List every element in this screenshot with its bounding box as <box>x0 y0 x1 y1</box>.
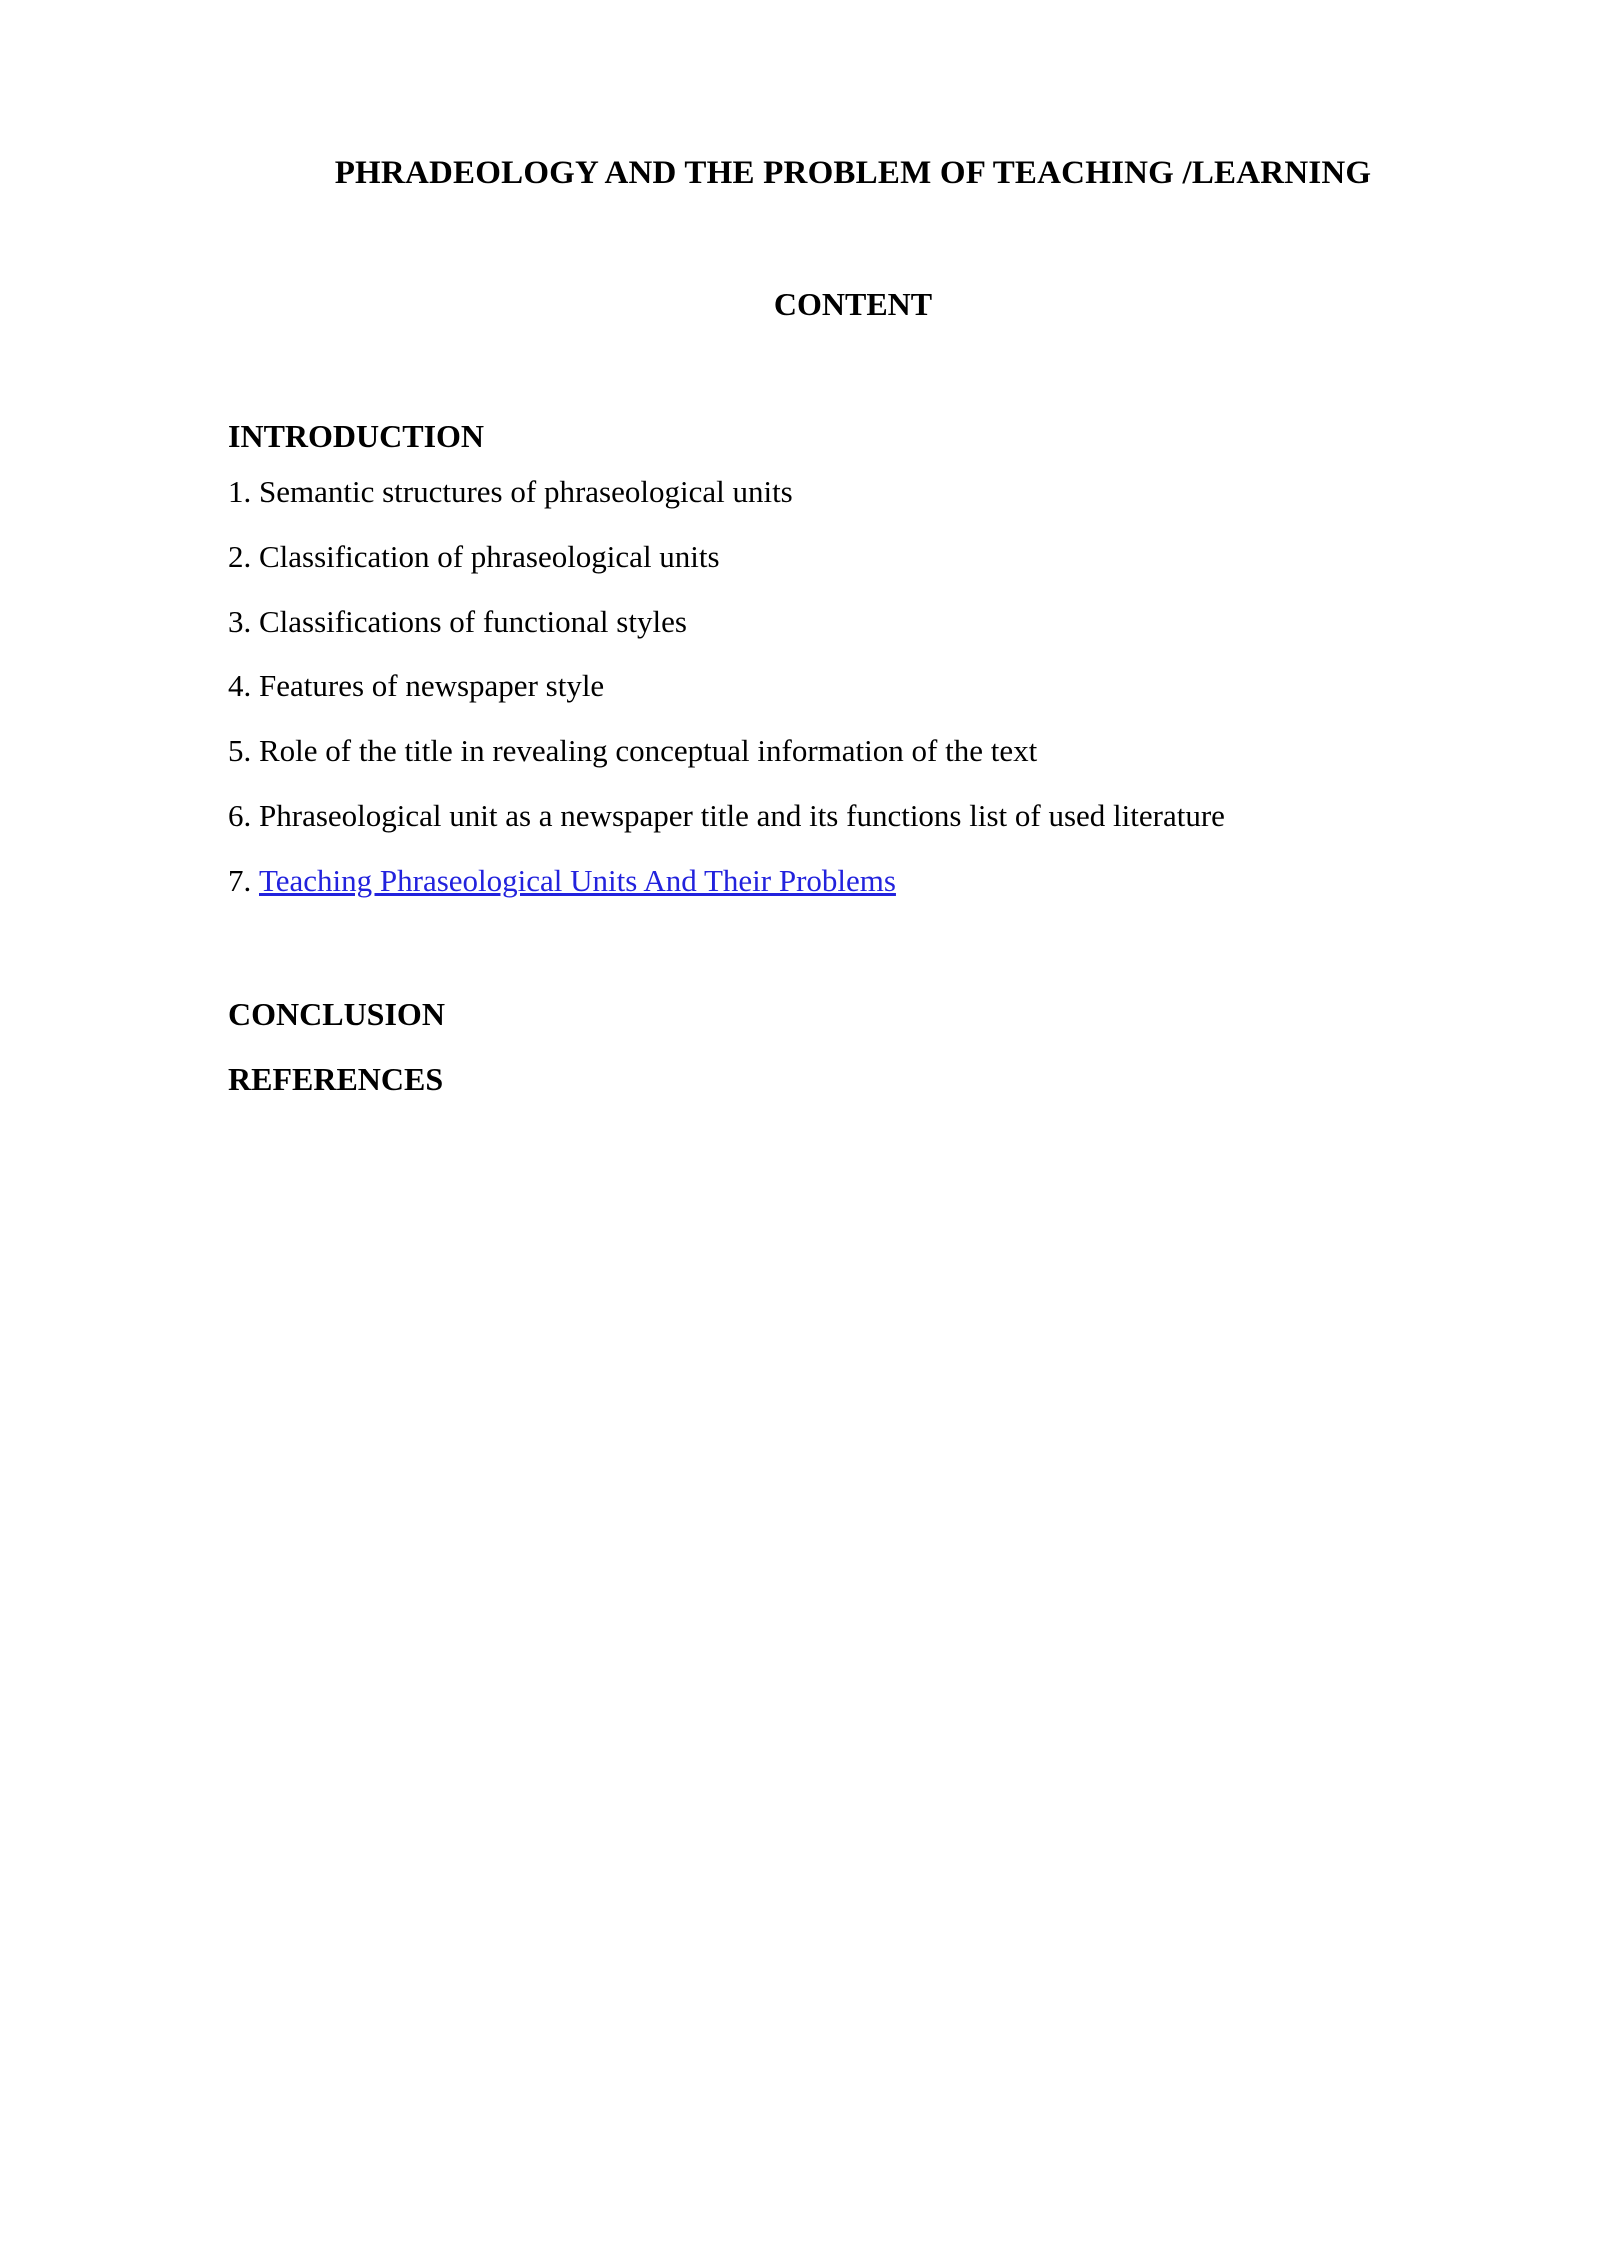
toc-item <box>228 719 1538 784</box>
toc-item-text: Semantic structures of phraseological units <box>259 474 793 509</box>
document-title: PHRADEOLOGY AND THE PROBLEM OF TEACHING /LEARNING <box>334 155 1372 191</box>
toc-item-number: 7. <box>228 862 259 898</box>
toc-item-text: Features of newspaper style <box>259 668 605 704</box>
toc-item-number: 6. <box>228 797 259 833</box>
toc-item-text: Phraseological unit as a newspaper title and its functions list of used literature <box>259 797 1225 833</box>
toc-item-number: 3. <box>228 603 259 639</box>
toc-item-text: Classification of phraseological units <box>259 538 720 574</box>
toc-item-number: 5. <box>228 733 259 769</box>
toc-item-number: 1. <box>228 474 259 509</box>
toc-item <box>228 784 1538 849</box>
references-heading: REFERENCES <box>228 1060 444 1097</box>
toc-item <box>228 460 1538 525</box>
closing-headings <box>228 982 445 1112</box>
toc-item-number: 2. <box>228 538 259 574</box>
toc-item-number: 4. <box>228 668 259 704</box>
toc-item-text: Role of the title in revealing conceptual information of the text <box>259 733 1038 769</box>
table-of-contents <box>228 460 1538 914</box>
toc-item <box>228 590 1538 655</box>
toc-item-text: Classifications of functional styles <box>259 603 687 639</box>
toc-item <box>228 654 1538 719</box>
toc-item <box>228 525 1538 590</box>
conclusion-heading: CONCLUSION <box>228 996 445 1032</box>
toc-item-link[interactable]: Teaching Phraseological Units And Their Problems <box>259 862 896 898</box>
content-heading: CONTENT <box>773 286 933 322</box>
toc-item <box>228 849 1538 914</box>
introduction-heading: INTRODUCTION <box>228 418 485 454</box>
